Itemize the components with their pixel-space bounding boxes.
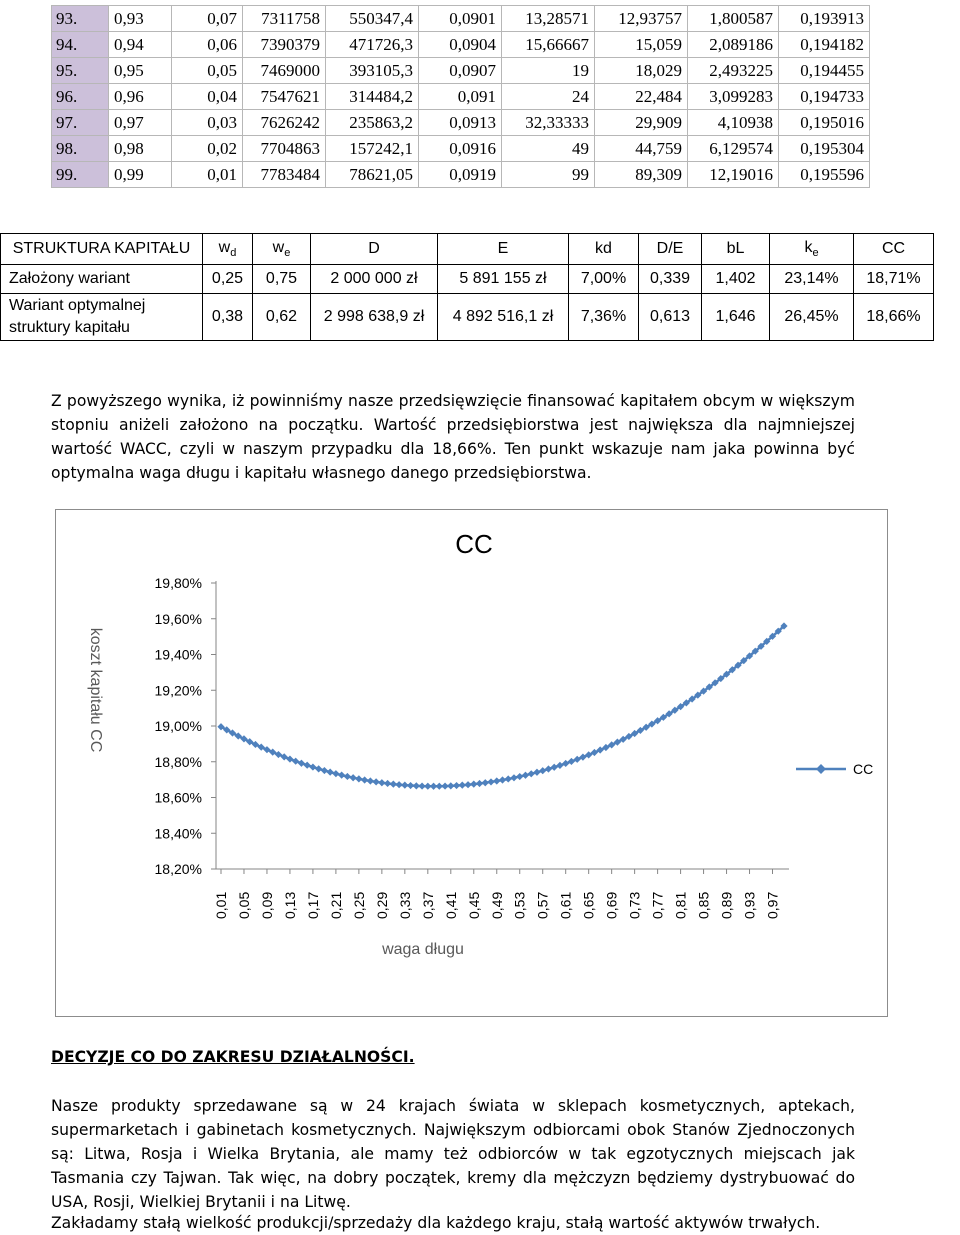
row-number: 97. — [52, 110, 109, 136]
x-tick-label: 0,41 — [442, 891, 459, 919]
table-cell: 0,94 — [109, 32, 172, 58]
data-point — [470, 781, 477, 788]
table-cell: 32,33333 — [502, 110, 595, 136]
data-point — [568, 758, 575, 765]
table-row — [52, 6, 870, 32]
data-point — [556, 762, 563, 769]
table-cell: 49 — [502, 136, 595, 162]
table-cell: 0,07 — [172, 6, 243, 32]
header-kd: kd — [569, 234, 639, 265]
x-tick-label: 0,21 — [327, 891, 344, 919]
data-point — [505, 775, 512, 782]
data-point — [332, 770, 339, 777]
cell-ke: 23,14% — [770, 265, 854, 294]
table-cell: 89,309 — [595, 162, 688, 188]
cell-we: 0,62 — [253, 294, 311, 341]
table-cell: 24 — [502, 84, 595, 110]
y-axis-label: koszt kapitału CC — [87, 627, 104, 753]
table-cell: 0,0916 — [419, 136, 502, 162]
data-point — [464, 781, 471, 788]
table-cell: 0,194455 — [779, 58, 870, 84]
y-tick-label: 19,60% — [154, 610, 202, 627]
data-point — [562, 760, 569, 767]
table-cell: 0,96 — [109, 84, 172, 110]
data-point — [395, 781, 402, 788]
table-cell: 0,06 — [172, 32, 243, 58]
data-point — [355, 775, 362, 782]
table-cell: 0,97 — [109, 110, 172, 136]
row-number: 93. — [52, 6, 109, 32]
cell-cc: 18,66% — [854, 294, 934, 341]
data-point — [533, 769, 540, 776]
legend-marker — [816, 764, 826, 774]
table-cell: 15,059 — [595, 32, 688, 58]
y-tick-label: 19,40% — [154, 646, 202, 663]
cell-wd: 0,25 — [203, 265, 253, 294]
table-cell: 78621,05 — [326, 162, 419, 188]
table-row — [1, 294, 934, 341]
cell-ke: 26,45% — [770, 294, 854, 341]
x-tick-label: 0,37 — [419, 891, 436, 919]
table-cell: 0,091 — [419, 84, 502, 110]
x-tick-label: 0,69 — [603, 891, 620, 919]
table-cell: 2,089186 — [688, 32, 779, 58]
data-point — [338, 772, 345, 779]
table-cell: 29,909 — [595, 110, 688, 136]
y-tick-label: 18,40% — [154, 825, 202, 842]
x-tick-label: 0,57 — [534, 891, 551, 919]
row-number: 99. — [52, 162, 109, 188]
table-cell: 99 — [502, 162, 595, 188]
data-point — [378, 779, 385, 786]
table-cell: 0,99 — [109, 162, 172, 188]
paragraph-conclusion: Z powyższego wynika, iż powinniśmy nasze przedsięwzięcie finansować kapitałem obcym w większym stopniu aniżeli założono na początku. Wartość przedsiębiorstwa jest największa dla najmniejszej wartość WACC, czyli w naszym przypadku dla 18,66%. Ten punkt wskazuje nam jaka powinna być optymalna waga długu i kapitału własnego danego przedsiębiorstwa. — [51, 392, 855, 482]
table-cell: 0,95 — [109, 58, 172, 84]
x-tick-label: 0,01 — [213, 891, 229, 919]
paragraph-assumptions: Zakładamy stałą wielkość produkcji/sprzedaży dla każdego kraju, stałą wartość aktywów trwałych. — [51, 1214, 821, 1232]
table-cell: 0,98 — [109, 136, 172, 162]
table-cell: 0,0901 — [419, 6, 502, 32]
x-tick-label: 0,25 — [350, 891, 367, 919]
table-cell: 157242,1 — [326, 136, 419, 162]
data-point — [551, 764, 558, 771]
cell-we: 0,75 — [253, 265, 311, 294]
x-tick-label: 0,61 — [557, 891, 574, 919]
header-d: D — [311, 234, 438, 265]
table-cell: 235863,2 — [326, 110, 419, 136]
row-number: 94. — [52, 32, 109, 58]
data-point — [539, 767, 546, 774]
results-table — [51, 5, 870, 188]
x-tick-label: 0,81 — [672, 891, 689, 919]
data-point — [304, 762, 311, 769]
data-point — [327, 769, 334, 776]
y-tick-label: 19,00% — [154, 718, 202, 734]
capital-table-header — [1, 234, 934, 265]
y-tick-label: 19,20% — [154, 682, 202, 699]
data-point — [516, 773, 523, 780]
table-cell: 0,194733 — [779, 84, 870, 110]
cell-d: 2 998 638,9 zł — [311, 294, 438, 341]
data-point — [315, 765, 322, 772]
header-e: E — [438, 234, 569, 265]
data-point — [321, 767, 328, 774]
data-point — [510, 774, 517, 781]
data-point — [361, 776, 368, 783]
data-point — [367, 777, 374, 784]
header-ke: $k_e$ — [770, 234, 854, 265]
table-cell: 7390379 — [243, 32, 326, 58]
table-cell: 0,0913 — [419, 110, 502, 136]
table-cell: 0,0907 — [419, 58, 502, 84]
table-cell: 2,493225 — [688, 58, 779, 84]
table-cell: 19 — [502, 58, 595, 84]
x-tick-label: 0,89 — [718, 891, 735, 919]
y-tick-label: 19,80% — [154, 575, 202, 591]
table-cell: 0,193913 — [779, 6, 870, 32]
x-tick-label: 0,33 — [396, 891, 413, 919]
x-tick-label: 0,65 — [580, 891, 597, 919]
table-row — [1, 265, 934, 294]
data-point — [309, 763, 316, 770]
data-point — [292, 758, 299, 765]
table-cell: 1,800587 — [688, 6, 779, 32]
table-cell: 0,0904 — [419, 32, 502, 58]
x-tick-label: 0,97 — [764, 891, 781, 919]
table-cell: 4,10938 — [688, 110, 779, 136]
x-tick-label: 0,17 — [304, 891, 321, 919]
table-cell: 393105,3 — [326, 58, 419, 84]
capital-structure-table — [0, 233, 934, 341]
x-tick-label: 0,29 — [373, 891, 390, 919]
cell-kd: 7,36% — [569, 294, 639, 341]
row-number: 98. — [52, 136, 109, 162]
x-tick-label: 0,49 — [488, 891, 505, 919]
x-axis-label: waga długu — [382, 941, 464, 958]
table-cell: 471726,3 — [326, 32, 419, 58]
cell-de: 0,339 — [639, 265, 702, 294]
chart-title: CC — [455, 529, 493, 559]
header-bl: bL — [702, 234, 770, 265]
x-tick-label: 0,05 — [235, 891, 252, 919]
data-point — [493, 777, 500, 784]
table-cell: 0,02 — [172, 136, 243, 162]
series-line-cc — [221, 626, 784, 786]
x-tick-label: 0,73 — [626, 891, 643, 919]
table-cell: 44,759 — [595, 136, 688, 162]
table-cell: 0,04 — [172, 84, 243, 110]
section-heading: DECYZJE CO DO ZAKRESU DZIAŁALNOŚCI. — [51, 1048, 415, 1066]
x-tick-label: 0,13 — [281, 891, 298, 919]
table-cell: 0,01 — [172, 162, 243, 188]
y-tick-label: 18,60% — [154, 789, 202, 806]
y-tick-label: 18,20% — [154, 861, 202, 877]
data-point — [545, 765, 552, 772]
y-tick-label: 18,80% — [154, 753, 202, 770]
header-de: D/E — [639, 234, 702, 265]
table-row — [52, 32, 870, 58]
data-point — [344, 773, 351, 780]
data-point — [487, 778, 494, 785]
table-cell: 12,19016 — [688, 162, 779, 188]
x-tick-label: 0,45 — [465, 891, 482, 919]
header-we: $w_e$ — [253, 234, 311, 265]
table-cell: 22,484 — [595, 84, 688, 110]
table-cell: 6,129574 — [688, 136, 779, 162]
cell-bl: 1,402 — [702, 265, 770, 294]
table-row — [52, 110, 870, 136]
data-point — [384, 780, 391, 787]
table-cell: 12,93757 — [595, 6, 688, 32]
table-cell: 18,029 — [595, 58, 688, 84]
data-point — [453, 782, 460, 789]
chart-frame — [55, 509, 888, 1017]
header-wd: $w_d$ — [203, 234, 253, 265]
cell-e: 5 891 155 zł — [438, 265, 569, 294]
cell-d: 2 000 000 zł — [311, 265, 438, 294]
data-point — [482, 779, 489, 786]
x-tick-label: 0,09 — [258, 891, 275, 919]
header-cc: CC — [854, 234, 934, 265]
table-row — [52, 84, 870, 110]
table-cell: 0,195016 — [779, 110, 870, 136]
data-point — [522, 772, 529, 779]
row-number: 96. — [52, 84, 109, 110]
table-cell: 0,195304 — [779, 136, 870, 162]
cell-de: 0,613 — [639, 294, 702, 341]
cell-bl: 1,646 — [702, 294, 770, 341]
data-point — [298, 760, 305, 767]
table-cell: 0,05 — [172, 58, 243, 84]
table-cell: 7311758 — [243, 6, 326, 32]
row-label: Wariant optymalnej struktury kapitału — [1, 294, 203, 341]
cell-wd: 0,38 — [203, 294, 253, 341]
table-cell: 314484,2 — [326, 84, 419, 110]
table-cell: 0,195596 — [779, 162, 870, 188]
table-cell: 13,28571 — [502, 6, 595, 32]
data-point — [476, 780, 483, 787]
cell-e: 4 892 516,1 zł — [438, 294, 569, 341]
x-tick-label: 0,77 — [649, 891, 666, 919]
paragraph-markets: Nasze produkty sprzedawane są w 24 krajach świata w sklepach kosmetycznych, aptekach, supermarketach i gabinetach kosmetycznych. Największym odbiorcami obok Stanów Zjednoczonych są: Litwa, Rosja i Wielka Brytania, ale mamy też odbiorców w tak egzotycznych miejscach jak Tasmania czy Tajwan. Tak więc, na dobry początek, kremy dla mężczyzn będziemy dystrybuować do USA, Rosji, Wielkiej Brytanii i na Litwę. — [51, 1097, 855, 1211]
cell-kd: 7,00% — [569, 265, 639, 294]
table-cell: 0,194182 — [779, 32, 870, 58]
table-cell: 7626242 — [243, 110, 326, 136]
table-cell: 7547621 — [243, 84, 326, 110]
cc-line-chart — [56, 510, 887, 1016]
table-cell: 7783484 — [243, 162, 326, 188]
cell-cc: 18,71% — [854, 265, 934, 294]
x-tick-label: 0,93 — [741, 891, 758, 919]
table-cell: 7469000 — [243, 58, 326, 84]
table-row — [52, 58, 870, 84]
data-point — [459, 782, 466, 789]
table-cell: 0,93 — [109, 6, 172, 32]
table-cell: 7704863 — [243, 136, 326, 162]
x-tick-label: 0,85 — [695, 891, 712, 919]
table-row — [52, 162, 870, 188]
data-point — [350, 774, 357, 781]
table-cell: 550347,4 — [326, 6, 419, 32]
table-cell: 0,03 — [172, 110, 243, 136]
data-point — [499, 776, 506, 783]
data-point — [390, 781, 397, 788]
row-label: Założony wariant — [1, 265, 203, 294]
x-tick-label: 0,53 — [511, 891, 528, 919]
table-row — [52, 136, 870, 162]
legend-label: CC — [853, 761, 874, 777]
header-structure: STRUKTURA KAPITAŁU — [1, 234, 203, 265]
row-number: 95. — [52, 58, 109, 84]
data-point — [401, 782, 408, 789]
table-cell: 15,66667 — [502, 32, 595, 58]
data-point — [373, 778, 380, 785]
table-cell: 3,099283 — [688, 84, 779, 110]
data-point — [528, 770, 535, 777]
table-cell: 0,0919 — [419, 162, 502, 188]
